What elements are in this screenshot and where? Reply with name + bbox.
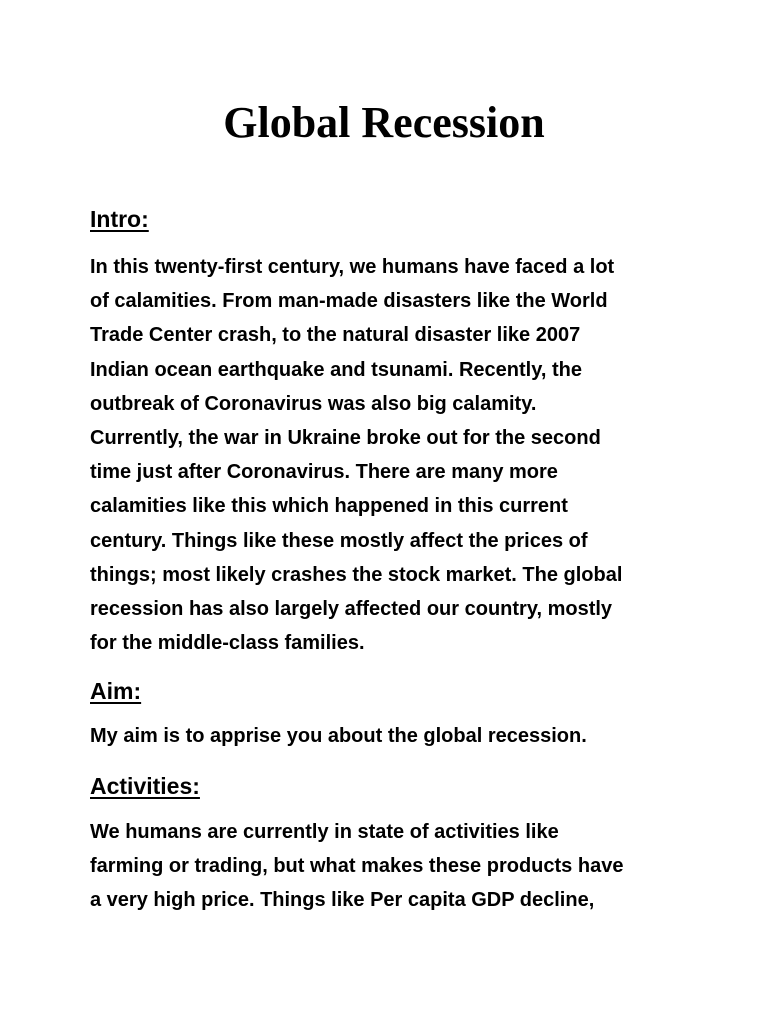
- paragraph-line: We humans are currently in state of activities like: [90, 821, 559, 843]
- section-heading-aim: Aim:: [90, 678, 142, 704]
- paragraph-line: Trade Center crash, to the natural disaster like 2007: [90, 324, 581, 347]
- paragraph-line: a very high price. Things like Per capita GDP decline,: [90, 889, 595, 912]
- paragraph-line: century. Things like these mostly affect the prices of: [90, 529, 588, 552]
- paragraph-line: Indian ocean earthquake and tsunami. Recently, the: [90, 358, 582, 381]
- paragraph-line: In this twenty-first century, we humans have faced a lot: [90, 256, 615, 278]
- document-title: Global Recession: [223, 98, 545, 147]
- paragraph-line: My aim is to apprise you about the global recession.: [90, 725, 587, 747]
- section-body-aim: [90, 719, 690, 753]
- paragraph-line: recession has also largely affected our country, mostly: [90, 598, 613, 621]
- paragraph-line: outbreak of Coronavirus was also big calamity.: [90, 392, 537, 415]
- section-heading-activities: Activities:: [90, 773, 200, 799]
- paragraph-line: Currently, the war in Ukraine broke out for the second: [90, 427, 601, 450]
- paragraph-line: time just after Coronavirus. There are many more: [90, 461, 558, 484]
- paragraph-line: farming or trading, but what makes these products have: [90, 855, 624, 878]
- paragraph-line: calamities like this which happened in this current: [90, 495, 568, 518]
- section-body-intro: [90, 250, 690, 660]
- paragraph-line: of calamities. From man-made disasters like the World: [90, 290, 608, 313]
- section-heading-intro: Intro:: [90, 206, 149, 232]
- section-body-activities: [90, 815, 690, 918]
- paragraph-line: things; most likely crashes the stock market. The global: [90, 563, 623, 586]
- paragraph-line: for the middle-class families.: [90, 632, 365, 655]
